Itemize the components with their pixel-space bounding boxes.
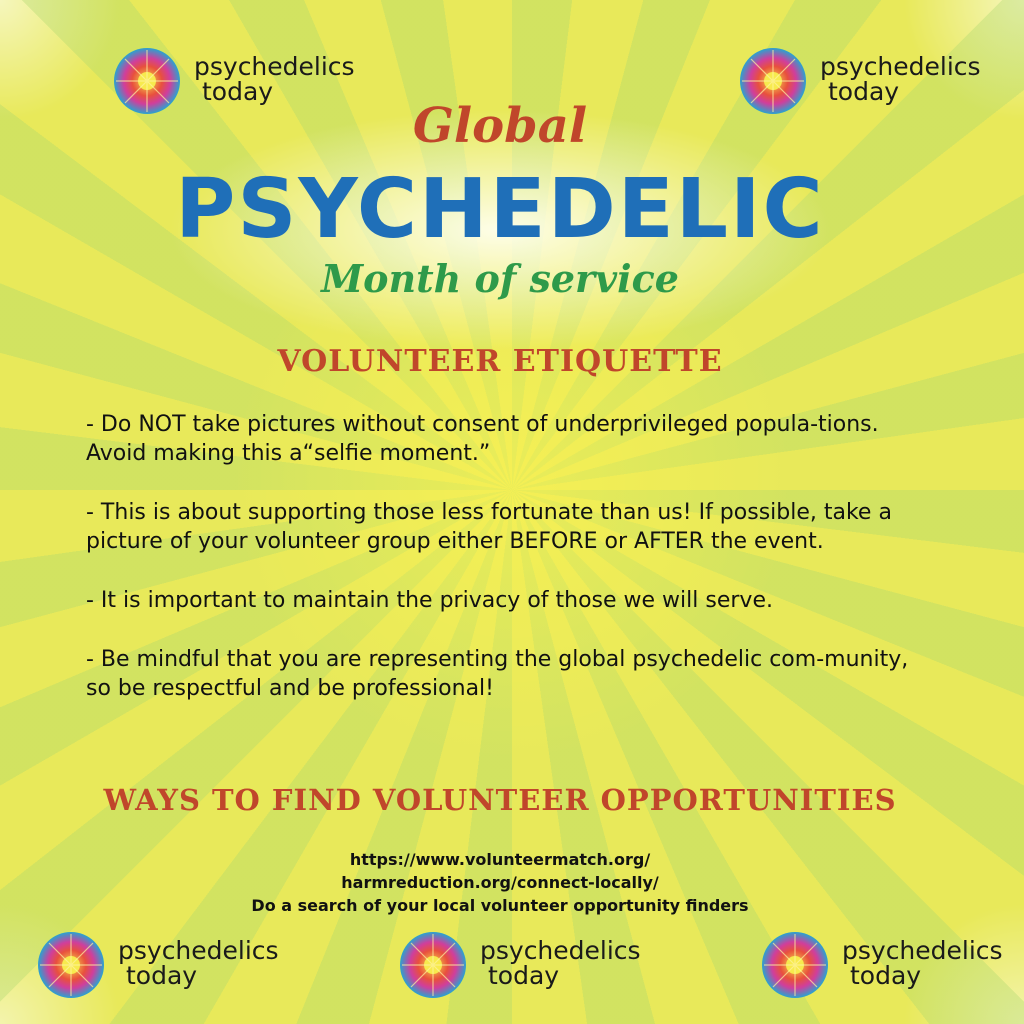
brand-logo xyxy=(36,930,279,1000)
brand-name-line2: today xyxy=(202,77,274,106)
title-psychedelic: PSYCHEDELIC xyxy=(175,162,825,257)
brand-name-line1: psychedelics xyxy=(480,936,641,965)
brand-name-line2: today xyxy=(828,77,900,106)
opportunity-links xyxy=(0,848,1000,917)
brand-logo xyxy=(398,930,641,1000)
search-suggestion-text: Do a search of your local volunteer opportunity finders xyxy=(251,896,749,915)
harmreduction-link[interactable]: harmreduction.org/connect-locally/ xyxy=(341,873,659,892)
brand-name-line2: today xyxy=(850,961,922,990)
title-month-of-service: Month of service xyxy=(321,256,679,301)
etiquette-item: - It is important to maintain the privacy of those we will serve. xyxy=(86,588,773,613)
volunteermatch-link[interactable]: https://www.volunteermatch.org/ xyxy=(349,850,651,869)
etiquette-item: - Do NOT take pictures without consent of underprivileged popula-tions. Avoid making this a“selfie moment.” xyxy=(86,412,879,466)
brand-name-line2: today xyxy=(126,961,198,990)
brand-name-line1: psychedelics xyxy=(194,52,355,81)
brand-name-line2: today xyxy=(488,961,560,990)
etiquette-item: - Be mindful that you are representing the global psychedelic com-munity, so be respectful and be professional! xyxy=(86,647,909,701)
brand-name-line1: psychedelics xyxy=(820,52,981,81)
brand-logo xyxy=(760,930,1003,1000)
title-global: Global xyxy=(412,98,588,154)
brand-name-line1: psychedelics xyxy=(118,936,279,965)
opportunities-heading: WAYS TO FIND VOLUNTEER OPPORTUNITIES xyxy=(103,783,897,817)
sunburst-logo-icon xyxy=(36,930,106,1000)
sunburst-logo-icon xyxy=(398,930,468,1000)
sunburst-logo-icon xyxy=(760,930,830,1000)
etiquette-list xyxy=(86,410,916,733)
volunteer-etiquette-heading: VOLUNTEER ETIQUETTE xyxy=(277,344,723,379)
etiquette-item: - This is about supporting those less fortunate than us! If possible, take a picture of your volunteer group either BEFORE or AFTER the event. xyxy=(86,500,892,554)
brand-name-line1: psychedelics xyxy=(842,936,1003,965)
